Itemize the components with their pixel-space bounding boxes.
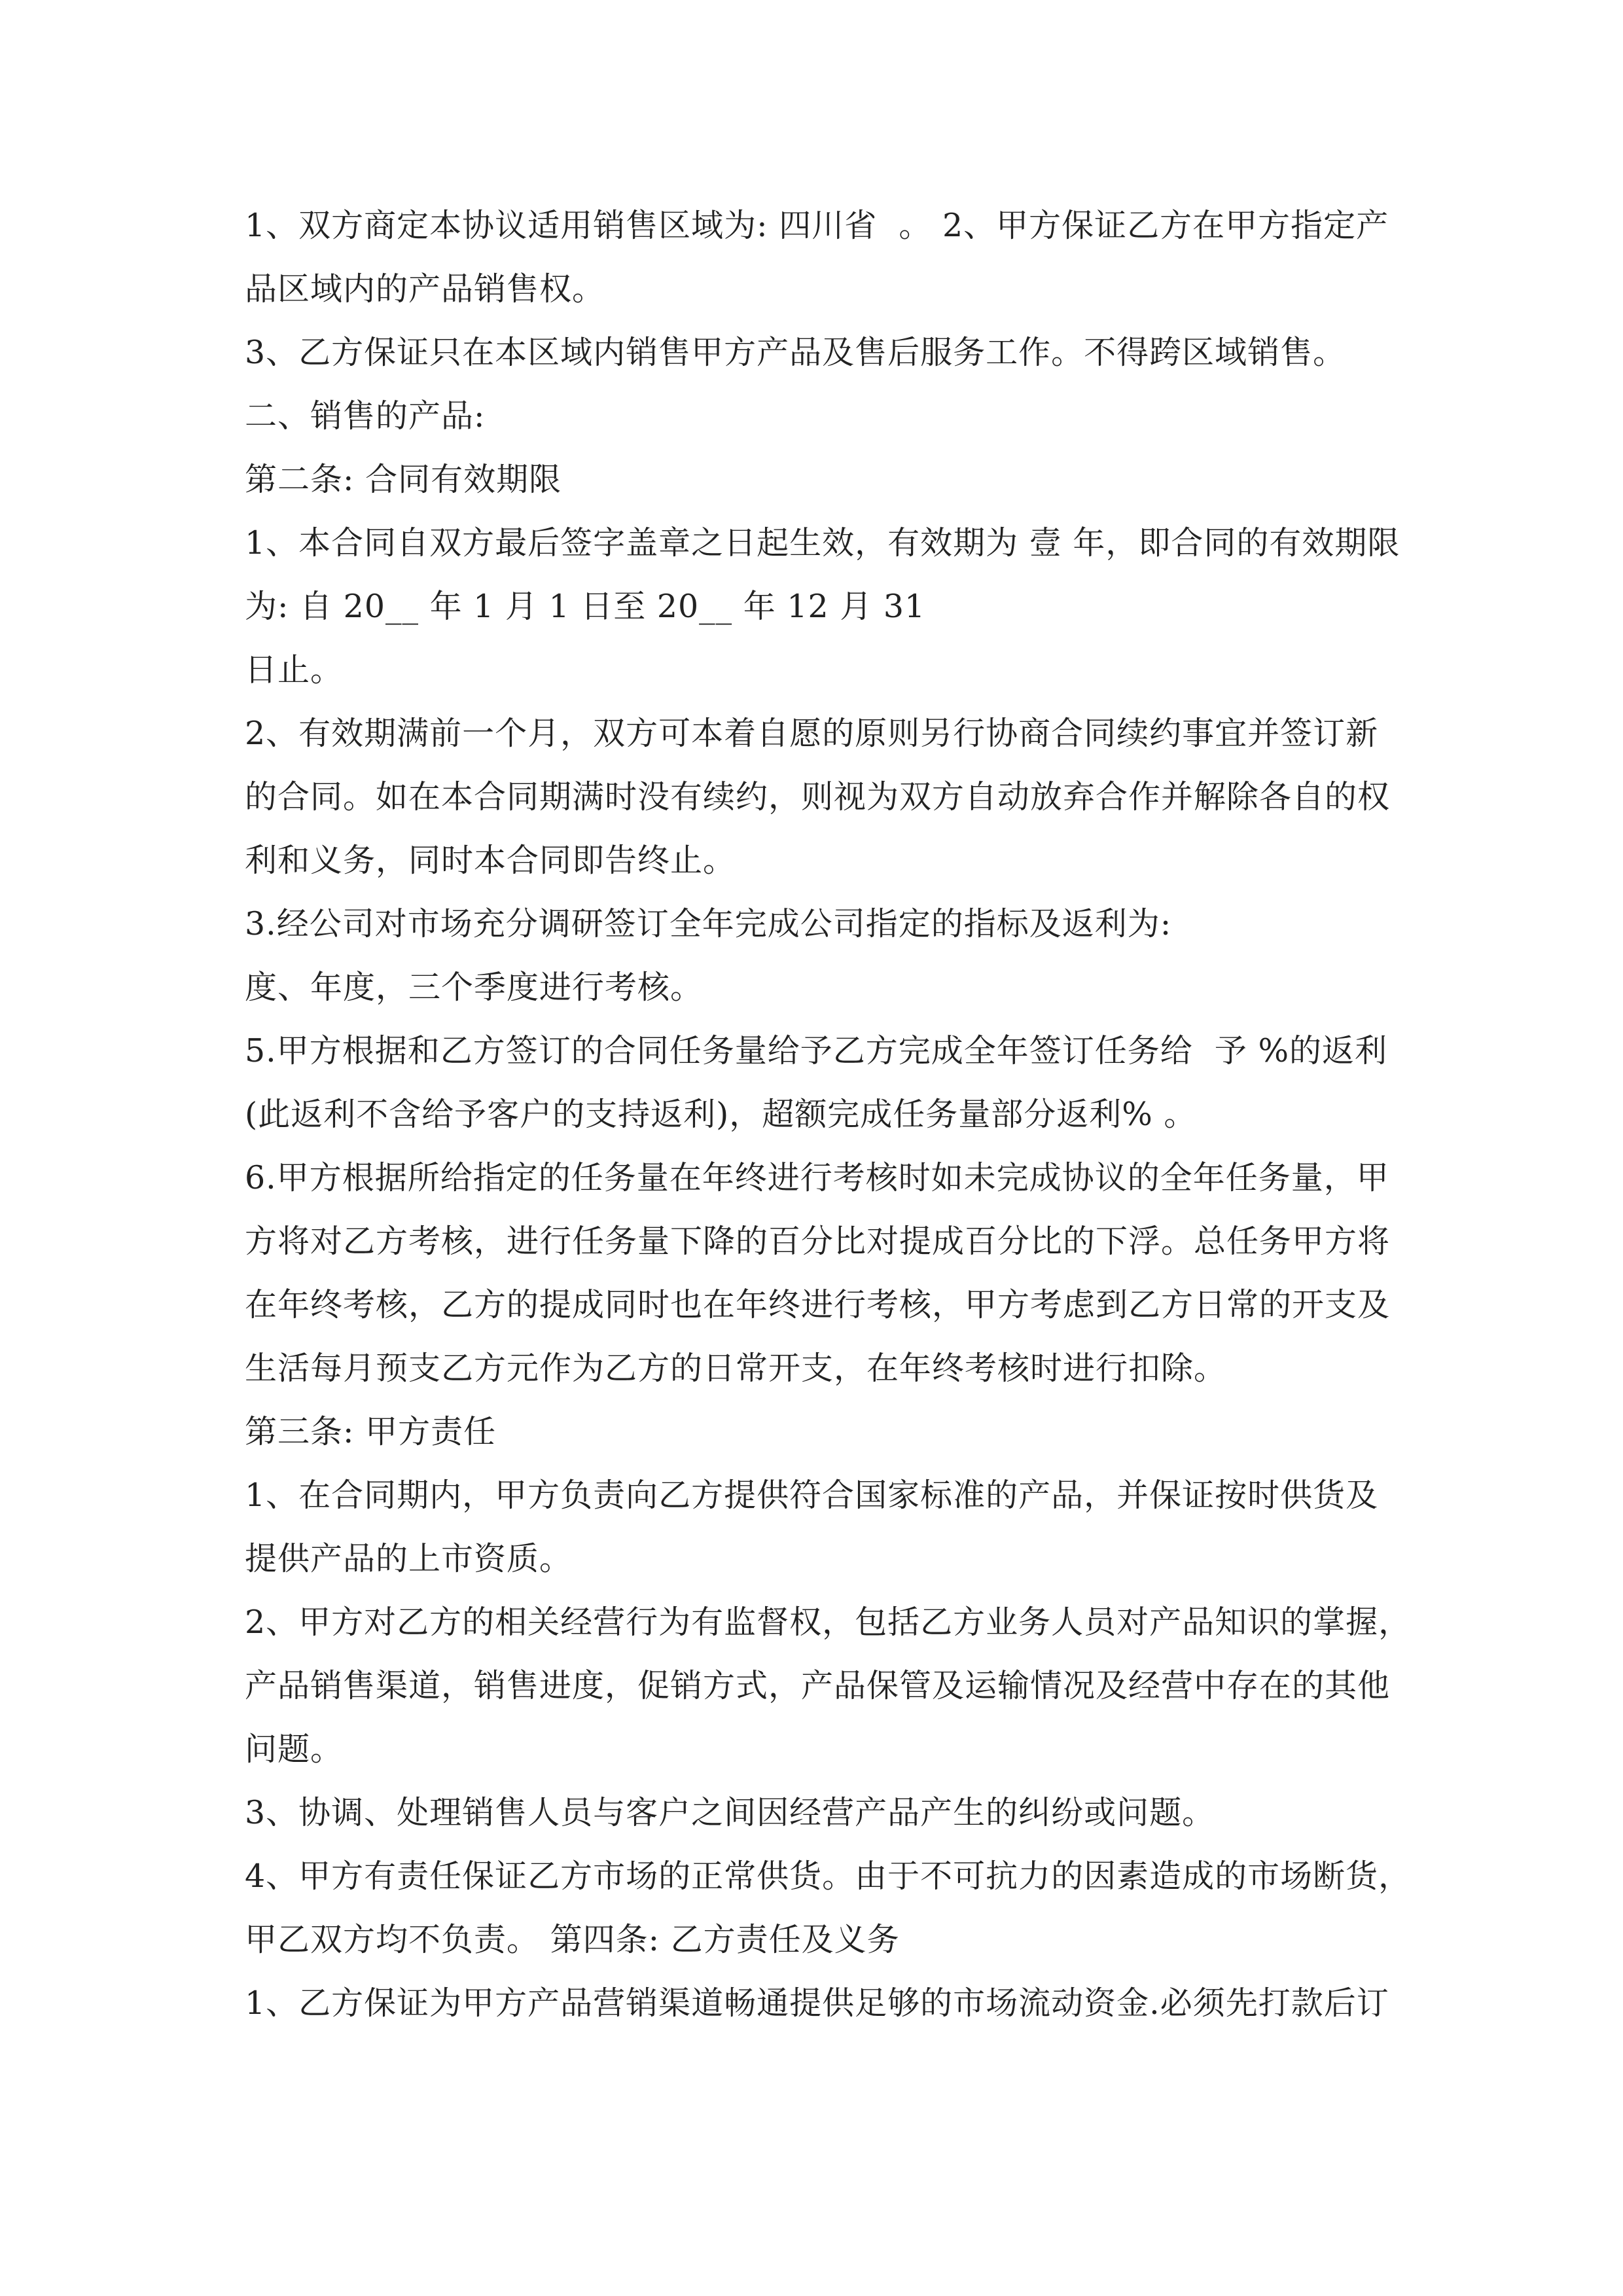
article-heading: 第三条: 甲方责任 (245, 1413, 497, 1450)
document-body (245, 194, 1412, 2035)
text-line: 1、乙方保证为甲方产品营销渠道畅通提供足够的市场流动资金.必须先打款后订 (245, 1984, 1389, 2022)
text-line: 生活每月预支乙方元作为乙方的日常开支，在年终考核时进行扣除。 (245, 1350, 1227, 1387)
text-line: 5.甲方根据和乙方签订的合同任务量给予乙方完成全年签订任务给 予 %的返利 (245, 1032, 1388, 1069)
text-line: 3、协调、处理销售人员与客户之间因经营产品产生的纠纷或问题。 (245, 1794, 1215, 1831)
text-line: (此返利不含给予客户的支持返利)，超额完成任务量部分返利% 。 (245, 1096, 1197, 1133)
article-heading: 第二条: 合同有效期限 (245, 461, 562, 498)
text-line: 方将对乙方考核，进行任务量下降的百分比对提成百分比的下浮。总任务甲方将 (245, 1223, 1391, 1260)
text-line: 4、甲方有责任保证乙方市场的正常供货。由于不可抗力的因素造成的市场断货， (245, 1857, 1412, 1895)
text-line: 为: 自 20__ 年 1 月 1 日至 20__ 年 12 月 31 (245, 588, 926, 625)
text-line: 2、甲方对乙方的相关经营行为有监督权，包括乙方业务人员对产品知识的掌握， (245, 1604, 1412, 1641)
text-line: 品区域内的产品销售权。 (245, 270, 605, 308)
text-line: 甲乙双方均不负责。 第四条: 乙方责任及义务 (245, 1921, 900, 1958)
text-line: 的合同。如在本合同期满时没有续约，则视为双方自动放弃合作并解除各自的权 (245, 778, 1391, 816)
text-line: 3、乙方保证只在本区域内销售甲方产品及售后服务工作。不得跨区域销售。 (245, 334, 1346, 371)
text-line: 3.经公司对市场充分调研签订全年完成公司指定的指标及返利为: (245, 905, 1172, 942)
text-line: 利和义务，同时本合同即告终止。 (245, 842, 736, 879)
text-line: 度、年度，三个季度进行考核。 (245, 969, 704, 1006)
text-line: 1、在合同期内，甲方负责向乙方提供符合国家标准的产品，并保证按时供货及 (245, 1477, 1379, 1514)
text-line: 产品销售渠道，销售进度，促销方式，产品保管及运输情况及经营中存在的其他 (245, 1667, 1391, 1704)
text-line: 在年终考核，乙方的提成同时也在年终进行考核，甲方考虑到乙方日常的开支及 (245, 1286, 1391, 1323)
text-line: 提供产品的上市资质。 (245, 1540, 573, 1577)
text-line: 2、有效期满前一个月，双方可本着自愿的原则另行协商合同续约事宜并签订新 (245, 715, 1379, 752)
text-line: 问题。 (245, 1731, 344, 1768)
text-line: 1、双方商定本协议适用销售区域为: 四川省 。 2、甲方保证乙方在甲方指定产 (245, 207, 1389, 244)
section-heading: 二、销售的产品: (245, 397, 486, 435)
text-line: 1、本合同自双方最后签字盖章之日起生效，有效期为 壹 年，即合同的有效期限 (245, 524, 1400, 562)
text-line: 日止。 (245, 651, 344, 689)
text-line: 6.甲方根据所给指定的任务量在年终进行考核时如未完成协议的全年任务量，甲 (245, 1159, 1389, 1196)
